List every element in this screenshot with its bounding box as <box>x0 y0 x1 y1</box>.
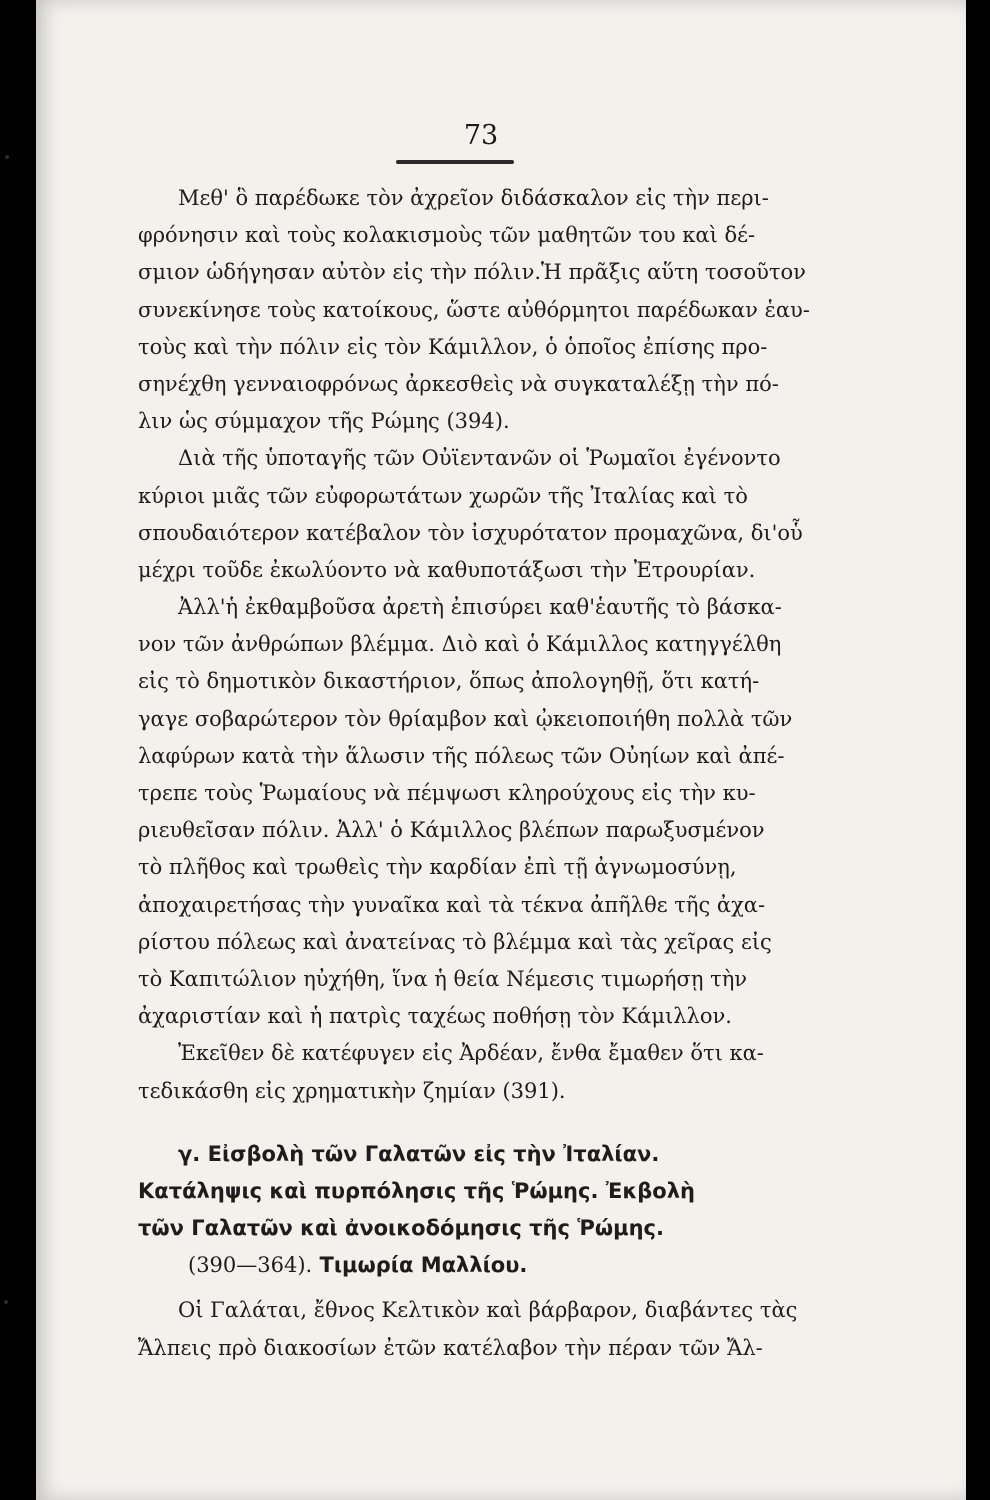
text-line: συνεκίνησε τοὺς κατοίκους, ὥστε αὐθόρμητοι παρέδωκαν ἑαυ- <box>138 297 810 322</box>
margin-speck <box>5 155 9 159</box>
text-line: νον τῶν ἀνθρώπων βλέμμα. Διὸ καὶ ὁ Κάμιλλος κατηγγέλθη <box>138 632 782 657</box>
text-line: φρόνησιν καὶ τοὺς κολακισμοὺς τῶν μαθητῶν του καὶ δέ- <box>138 223 756 248</box>
text-line: ριευθεῖσαν πόλιν. Ἀλλ' ὁ Κάμιλλος βλέπων παρωξυσμένον <box>138 818 765 843</box>
text-line: εἰς τὸ δημοτικὸν δικαστήριον, ὅπως ἀπολογηθῇ, ὅτι κατή- <box>138 669 760 694</box>
text-line: σηνέχθη γενναιοφρόνως ἀρκεσθεὶς νὰ συγκαταλέξῃ τὴν πό- <box>138 371 779 396</box>
text-line: σμιον ὡδήγησαν αὐτὸν εἰς τὴν πόλιν.Ἡ πρᾶξις αὕτη τοσοῦτον <box>138 260 806 285</box>
section-heading-line: τῶν Γαλατῶν καὶ ἀνοικοδόμησις τῆς Ῥώμης. <box>138 1216 664 1241</box>
page-number: 73 <box>463 120 499 151</box>
text-line: γαγε σοβαρώτερον τὸν θρίαμβον καὶ ᾠκειοποιήθη πολλὰ τῶν <box>138 706 793 731</box>
text-line: ἀχαριστίαν καὶ ἡ πατρὶς ταχέως ποθήσῃ τὸν Κάμιλλον. <box>138 1004 732 1029</box>
text-line: Ἀλλ'ἡ ἐκθαμβοῦσα ἀρετὴ ἐπισύρει καθ'ἑαυτῆς τὸ βάσκα- <box>178 595 782 620</box>
section-dates: (390—364). <box>188 1253 313 1278</box>
section-heading-line: Κατάληψις καὶ πυρπόλησις τῆς Ῥώμης. Ἐκβολὴ <box>138 1178 695 1203</box>
text-line: Μεθ' ὃ παρέδωκε τὸν ἀχρεῖον διδάσκαλον εἰς τὴν περι- <box>178 186 769 210</box>
text-line: τοὺς καὶ τὴν πόλιν εἰς τὸν Κάμιλλον, ὁ ὁποῖος ἐπίσης προ- <box>138 334 768 359</box>
text-line: ἀποχαιρετήσας τὴν γυναῖκα καὶ τὰ τέκνα ἀπῆλθε τῆς ἀχα- <box>138 892 766 917</box>
text-line: κύριοι μιᾶς τῶν εὐφορωτάτων χωρῶν τῆς Ἰταλίας καὶ τὸ <box>138 483 748 508</box>
text-line: λιν ὡς σύμμαχον τῆς Ρώμης (394). <box>138 409 510 434</box>
text-line: Ἐκεῖθεν δὲ κατέφυγεν εἰς Ἀρδέαν, ἔνθα ἔμαθεν ὅτι κα- <box>178 1041 764 1066</box>
text-line: ρίστου πόλεως καὶ ἀνατείνας τὸ βλέμμα καὶ τὰς χεῖρας εἰς <box>138 929 772 954</box>
section-heading-line <box>138 1247 828 1284</box>
text-line: τὸ πλῆθος καὶ τρωθεὶς τὴν καρδίαν ἐπὶ τῇ ἀγνωμοσύνῃ, <box>138 855 737 880</box>
section-gap <box>138 1110 828 1136</box>
text-line: Διὰ τῆς ὑποταγῆς τῶν Οὐϊεντανῶν οἱ Ῥωμαῖοι ἐγένοντο <box>178 446 781 471</box>
text-line: Ἄλπεις πρὸ διακοσίων ἐτῶν κατέλαβον τὴν πέραν τῶν Ἄλ- <box>138 1335 763 1360</box>
margin-speck <box>4 1300 8 1304</box>
section-heading-line: γ. Εἰσβολὴ τῶν Γαλατῶν εἰς τὴν Ἰταλίαν. <box>178 1141 660 1166</box>
page-text <box>138 180 828 1367</box>
section-subtitle: Τιμωρία Μαλλίου. <box>319 1253 528 1278</box>
book-page <box>36 0 966 1500</box>
text-line: σπουδαιότερον κατέβαλον τὸν ἰσχυρότατον προμαχῶνα, δι'οὗ <box>138 520 803 545</box>
text-line: λαφύρων κατὰ τὴν ἅλωσιν τῆς πόλεως τῶν Οὐηίων καὶ ἀπέ- <box>138 743 785 768</box>
text-line: τεδικάσθη εἰς χρηματικὴν ζημίαν (391). <box>138 1078 566 1103</box>
text-line: Οἱ Γαλάται, ἔθνος Κελτικὸν καὶ βάρβαρον, διαβάντες τὰς <box>178 1298 798 1323</box>
text-line: μέχρι τοῦδε ἐκωλύοντο νὰ καθυποτάξωσι τὴν Ἐτρουρίαν. <box>138 557 756 582</box>
header-rule <box>396 160 514 164</box>
text-line: τρεπε τοὺς Ῥωμαίους νὰ πέμψωσι κληρούχους εἰς τὴν κυ- <box>138 781 756 805</box>
text-line: τὸ Καπιτώλιον ηὐχήθη, ἵνα ἡ θεία Νέμεσις τιμωρήσῃ τὴν <box>138 966 748 991</box>
